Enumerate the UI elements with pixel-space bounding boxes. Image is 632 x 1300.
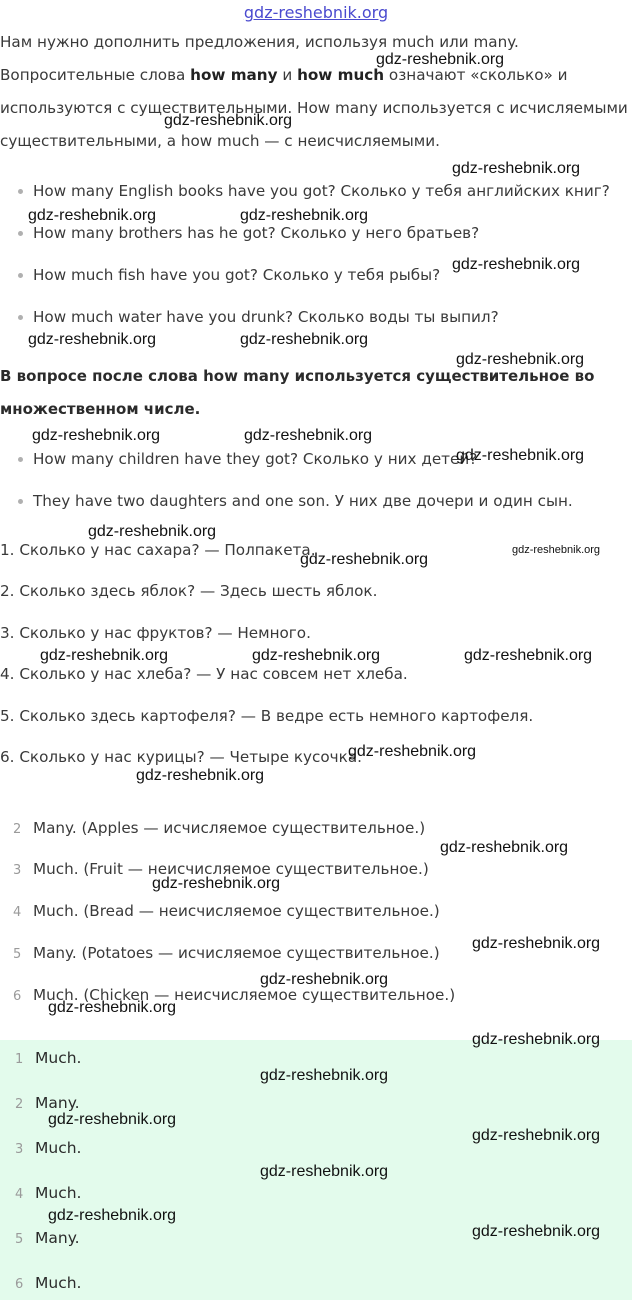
bullet-icon <box>18 231 23 236</box>
watermark: gdz-reshebnik.org <box>136 767 265 784</box>
watermark: gdz-reshebnik.org <box>252 647 381 664</box>
bullet-icon <box>18 273 23 278</box>
explanation-item: 4 Much. (Bread — неисчисляемое существительное.) <box>13 902 440 920</box>
task-line: 5. Сколько здесь картофеля? — В ведре есть немного картофеля. <box>0 707 534 725</box>
task-line: 3. Сколько у нас фруктов? — Немного. <box>0 624 311 642</box>
answer-item: 5 Many. <box>15 1229 80 1247</box>
answer-item: 1 Much. <box>15 1049 82 1067</box>
task-line: 2. Сколько здесь яблок? — Здесь шесть яблок. <box>0 582 378 600</box>
watermark: gdz-reshebnik.org <box>244 427 373 444</box>
task-line: 1. Сколько у нас сахара? — Полпакета. <box>0 541 316 559</box>
watermark: gdz-reshebnik.org <box>376 51 505 68</box>
keyword-how-much: how much <box>297 66 385 84</box>
watermark: gdz-reshebnik.org <box>240 331 369 348</box>
watermark: gdz-reshebnik.org <box>452 160 581 177</box>
example-item: How much fish have you got? Сколько у тебя рыбы? <box>18 266 440 284</box>
intro-line-4: существительными, а how much — с неисчисляемыми. <box>0 132 440 150</box>
watermark: gdz-reshebnik.org <box>456 351 585 368</box>
example-item: How many brothers has he got? Сколько у него братьев? <box>18 224 479 242</box>
example-item: They have two daughters and one son. У них две дочери и один сын. <box>18 492 573 510</box>
watermark: gdz-reshebnik.org <box>512 544 601 556</box>
explanation-item: 2 Many. (Apples — исчисляемое существительное.) <box>13 819 426 837</box>
watermark: gdz-reshebnik.org <box>260 1067 389 1084</box>
bullet-icon <box>18 457 23 462</box>
watermark: gdz-reshebnik.org <box>472 1223 601 1240</box>
watermark: gdz-reshebnik.org <box>348 743 477 760</box>
example-item: How much water have you drunk? Сколько воды ты выпил? <box>18 308 499 326</box>
watermark: gdz-reshebnik.org <box>456 447 585 464</box>
task-line: 6. Сколько у нас курицы? — Четыре кусочка. <box>0 748 362 766</box>
task-line: 4. Сколько у нас хлеба? — У нас совсем нет хлеба. <box>0 665 408 683</box>
answer-item: 2 Many. <box>15 1094 80 1112</box>
answer-item: 6 Much. <box>15 1274 82 1292</box>
rule-line-2: множественном числе. <box>0 400 201 418</box>
site-link[interactable]: gdz-reshebnik.org <box>243 3 389 22</box>
explanation-item: 5 Many. (Potatoes — исчисляемое существительное.) <box>13 944 440 962</box>
intro-line-2: Вопросительные слова how many и how much означают «сколько» и <box>0 66 568 84</box>
watermark: gdz-reshebnik.org <box>452 256 581 273</box>
watermark: gdz-reshebnik.org <box>40 647 169 664</box>
watermark: gdz-reshebnik.org <box>48 1207 177 1224</box>
bullet-icon <box>18 189 23 194</box>
rule-line-1: В вопросе после слова how many используется существительное во <box>0 367 595 385</box>
keyword-how-many: how many <box>190 66 278 84</box>
intro-line-3: используются с существительными. How many используется с исчисляемыми <box>0 99 628 117</box>
bullet-icon <box>18 499 23 504</box>
watermark: gdz-reshebnik.org <box>28 331 157 348</box>
watermark: gdz-reshebnik.org <box>152 875 281 892</box>
bullet-icon <box>18 315 23 320</box>
watermark: gdz-reshebnik.org <box>260 971 389 988</box>
watermark: gdz-reshebnik.org <box>88 523 217 540</box>
example-item: How many children have they got? Сколько у них детей? <box>18 450 477 468</box>
watermark: gdz-reshebnik.org <box>32 427 161 444</box>
explanation-item: 6 Much. (Chicken — неисчисляемое существительное.) <box>13 986 456 1004</box>
watermark: gdz-reshebnik.org <box>260 1163 389 1180</box>
answer-item: 4 Much. <box>15 1184 82 1202</box>
watermark: gdz-reshebnik.org <box>164 112 293 129</box>
watermark: gdz-reshebnik.org <box>48 1111 177 1128</box>
watermark: gdz-reshebnik.org <box>464 647 593 664</box>
watermark: gdz-reshebnik.org <box>440 839 569 856</box>
watermark: gdz-reshebnik.org <box>300 551 429 568</box>
watermark: gdz-reshebnik.org <box>28 207 157 224</box>
example-item: How many English books have you got? Сколько у тебя английских книг? <box>18 182 610 200</box>
watermark: gdz-reshebnik.org <box>240 207 369 224</box>
watermark: gdz-reshebnik.org <box>472 1127 601 1144</box>
watermark: gdz-reshebnik.org <box>472 935 601 952</box>
watermark: gdz-reshebnik.org <box>48 999 177 1016</box>
explanation-item: 3 Much. (Fruit — неисчисляемое существительное.) <box>13 860 429 878</box>
watermark: gdz-reshebnik.org <box>472 1031 601 1048</box>
intro-line-1: Нам нужно дополнить предложения, используя much или many. <box>0 33 519 51</box>
answer-item: 3 Much. <box>15 1139 82 1157</box>
